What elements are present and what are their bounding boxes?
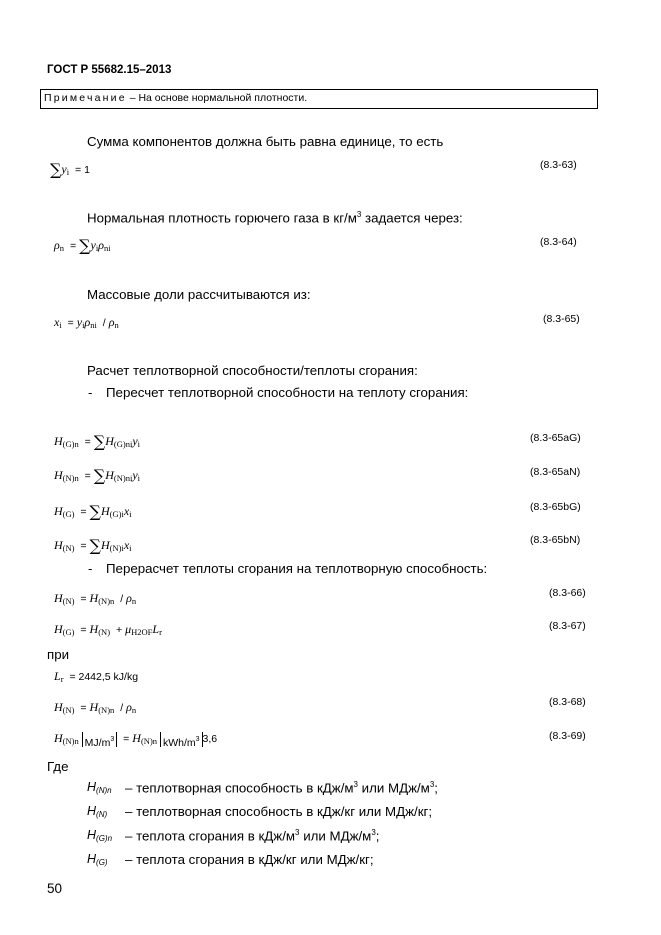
word-gde: Где — [47, 759, 69, 774]
equation-8-3-65aN: $H_{(N)n} = \sum H_{(N)ni}y_i$ — [54, 466, 141, 485]
equation-number: (8.3-65aN) — [530, 466, 581, 478]
equation-8-3-63: $\sum y_i = 1$ — [50, 160, 90, 179]
document-header: ГОСТ Р 55682.15–2013 — [47, 64, 172, 76]
equation-8-3-69: $H_{(N)n}$ $MJ/m^3 = H_{(N)n}$ kWh/$m^3$ 3,6 — [54, 731, 218, 749]
equation-number: (8.3-69) — [549, 730, 586, 742]
equation-number: (8.3-67) — [549, 620, 586, 632]
equation-8-3-65aG: $H_{(G)n} = \sum H_{(G)ni}y_i$ — [54, 432, 141, 451]
equation-number: (8.3-66) — [549, 587, 586, 599]
bullet-dash: - — [88, 561, 93, 576]
equation-number: (8.3-65bN) — [530, 534, 581, 546]
equation-8-3-65bG: $H_{(G)} = \sum H_{(G)i}x_i$ — [54, 502, 132, 521]
equation-number: (8.3-65) — [543, 313, 580, 325]
paragraph-mass-fractions: Массовые доли рассчитываются из: — [87, 287, 311, 302]
bullet-dash: - — [88, 385, 93, 400]
equation-8-3-66: $H_{(N)} = H_{(N)n} / \rho_n$ — [54, 591, 137, 606]
equation-8-3-65: $x_i = y_i\rho_{ni} / \rho_n$ — [54, 315, 119, 330]
equation-number: (8.3-65aG) — [530, 432, 581, 444]
bullet-recalc-heating-value: Пересчет теплотворной способности на теплоту сгорания: — [106, 385, 469, 400]
equation-8-3-67: $H_{(G)} = H_{(N)} + \mu_{H2OF}L_r$ — [54, 622, 162, 637]
equation-lr-value: $L_r = 2442,5$ kJ/kg — [54, 669, 139, 684]
word-pri: при — [47, 647, 70, 662]
paragraph-calc-heat: Расчет теплотворной способности/теплоты сгорания: — [87, 363, 418, 378]
page-number: 50 — [47, 881, 63, 896]
note-body: – На основе нормальной плотности. — [129, 92, 308, 104]
paragraph-normal-density: Нормальная плотность горючего газа в $кг/м^3$ задается через: — [87, 210, 463, 226]
bullet-recalc-heat-combustion: Перерасчет теплоты сгорания на теплотворную способность: — [106, 561, 488, 576]
paragraph-sum-components: Сумма компонентов должна быть равна единице, то есть — [87, 134, 444, 149]
equation-8-3-68: $H_{(N)} = H_{(N)n} / \rho_n$ — [54, 700, 137, 715]
note-label: Примечание — [44, 92, 127, 104]
note-box — [40, 89, 598, 109]
equation-8-3-65bN: $H_{(N)} = \sum H_{(N)i}x_i$ — [54, 536, 132, 555]
equation-number: (8.3-65bG) — [530, 501, 581, 513]
equation-8-3-64: $\rho_n = \sum y_i\rho_{ni}$ — [54, 236, 111, 255]
equation-number: (8.3-68) — [549, 696, 586, 708]
note-text — [44, 92, 307, 104]
equation-number: (8.3-63) — [540, 159, 577, 171]
equation-number: (8.3-64) — [540, 236, 577, 248]
